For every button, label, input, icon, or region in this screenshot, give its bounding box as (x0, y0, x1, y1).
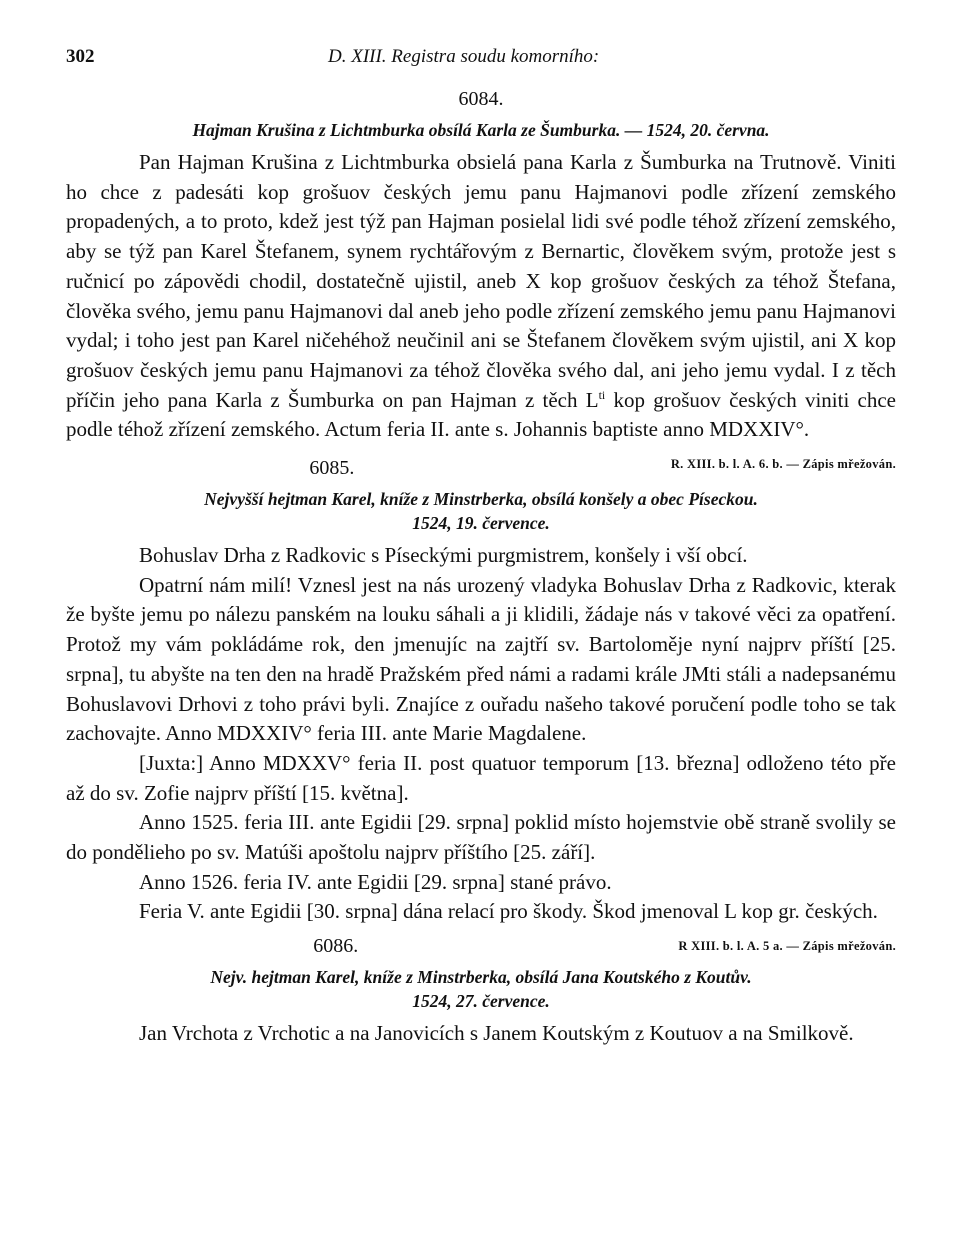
page (66, 46, 896, 1049)
entry-note: Anno 1525. feria III. ante Egidii [29. srpna] poklid místo hojemstvie obě straně svolily se do pondělieho po sv. Matúši apoštolu najprv příštího [25. září]. (66, 810, 896, 865)
entry-number: 6086. (313, 935, 359, 958)
entry-note: [Juxta:] Anno MDXXV° feria II. post quatuor temporum [13. března] odloženo této pře až do sv. Zofie najprv příští [15. května]. (66, 750, 896, 805)
page-number: 302 (66, 46, 95, 67)
entry-date: 1524, 27. července. (412, 991, 550, 1012)
superscript: ti (598, 387, 606, 402)
entry-number: 6084. (458, 88, 504, 110)
entry-title: Nejvyšší hejtman Karel, kníže z Minstrberka, obsílá konšely a obec Píseckou. (204, 489, 758, 510)
entry-address: Bohuslav Drha z Radkovic s Píseckými purgmistrem, konšely i vší obcí. (139, 543, 748, 568)
entry-address: Jan Vrchota z Vrchotic a na Janovicích s Janem Koutským z Koutuov a na Smilkově. (139, 1021, 854, 1046)
entry-title: Nejv. hejtman Karel, kníže z Minstrberka, obsílá Jana Koutského z Koutův. (210, 967, 752, 988)
source-note: R. XIII. b. l. A. 6. b. — Zápis mřežován. (670, 457, 896, 472)
running-title: D. XIII. Registra soudu komorního: (328, 46, 600, 67)
source-note: R XIII. b. l. A. 5 a. — Zápis mřežován. (678, 939, 896, 954)
body-text: kop grošuov českých viniti chce podle téhož zřízení zemského. Actum feria II. ante s. Johannis baptiste anno MDXXIV°. (66, 387, 897, 442)
body-text: Feria V. ante Egidii [30. srpna] dána relací pro škody. Škod jmenoval L kop gr. českých. (139, 899, 878, 924)
entry-date: 1524, 19. července. (412, 513, 550, 534)
entry-body: Opatrní nám milí! Vznesl jest na nás urozený vladyka Bohuslav Drha z Radkovic, kterak že byšte jemu po nálezu panském na louku sáhali a ji klidili, žádaje nás v takové věci za opatření. Protož my vám pokládáme rok, den jmenujíc na zajtří sv. Bartoloměje nyní najprv příští [25. srpna], tu abyšte na ten den na hradě Pražském před námi a radami krále JMti stáli a nadepsanému Bohuslavovi Drhovi z toho právi byli. Znajíce z ouřadu našeho takové poručení podle toho se tak zachovajte. Anno MDXXIV° feria III. ante Marie Magdalene. (66, 572, 896, 746)
entry-note: Anno 1526. feria IV. ante Egidii [29. srpna] stané právo. (139, 869, 612, 894)
body-text: Pan Hajman Krušina z Lichtmburka obsielá pana Karla z Šumburka na Trutnově. Viniti ho chce z padesáti kop grošuov českých jemu panu Hajmanovi podle zřízení zemského propadených, a to proto, kdež jest týž pan Hajman posielal lidi své podle téhož zřízení zemského, aby se týž pan Karel Štefanem, synem rychtářovým z Bernartic, člověkem svým, protože jest s ručnicí po zápovědi chodil, dostatečně ujistil, aneb X kop grošuov českých za téhož Štefana, člověka svého, jemu panu Hajmanovi dal aneb jeho podle zřízení zemského jemu panu Hajmanovi vydal; i toho jest pan Karel ničehéhož neučinil ani se Štefanem člověkem svým ujistil, ani X kop grošuov českých jemu panu Hajmanovi za téhož člověka svého dal, ani jeho jemu vydal. I z těch příčin jeho pana Karla z Šumburka on pan Hajman z těch L (66, 150, 896, 412)
running-header (66, 46, 896, 76)
entry-title: Hajman Krušina z Lichtmburka obsílá Karla ze Šumburka. — 1524, 20. června. (192, 120, 770, 140)
entry-number: 6085. (309, 457, 355, 480)
